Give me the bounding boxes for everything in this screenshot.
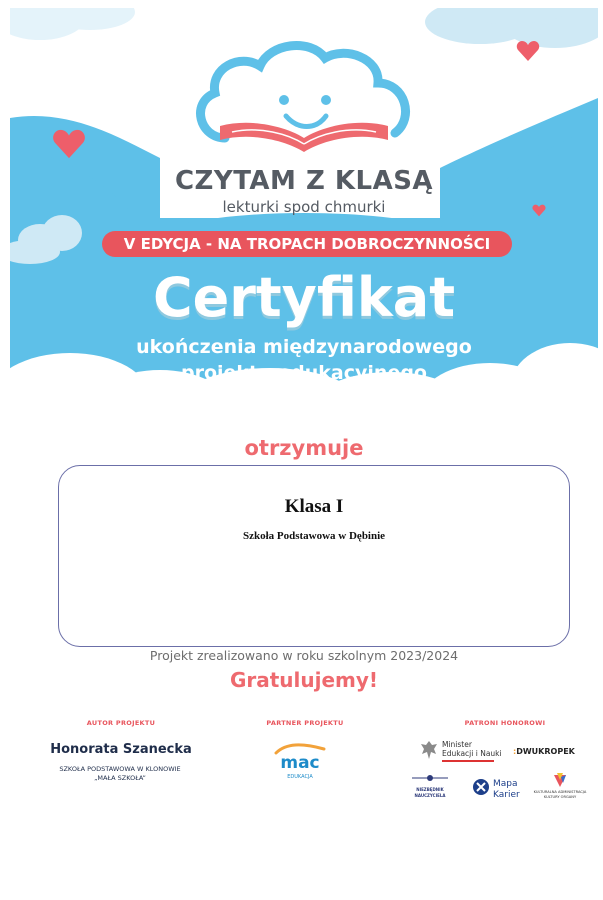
- author-heading: AUTOR PROJEKTU: [86, 719, 156, 727]
- certificate-page: [10, 8, 598, 823]
- certificate-subtitle-line1: ukończenia międzynarodowego: [136, 336, 472, 358]
- eagle-emblem-icon: [420, 739, 438, 761]
- patron-kultura-line2: KULTURY ORGANY: [543, 795, 577, 799]
- congratulations-text: Gratulujemy!: [229, 668, 379, 692]
- author-school-line1: SZKOŁA PODSTAWOWA W KLONOWIE: [59, 765, 181, 773]
- heart-icon: [516, 40, 540, 62]
- certificate-subtitle: [10, 334, 598, 386]
- patron-niezbednik: [406, 787, 454, 799]
- patron-dwukropek: [513, 747, 575, 756]
- patron-niezbednik-line2: NAUCZYCIELA: [414, 793, 446, 798]
- author-school-line2: „MAŁA SZKOŁA”: [94, 774, 146, 782]
- recipient-box: [58, 465, 570, 647]
- mapa-karier-icon: [472, 778, 490, 798]
- patron-minister-line2: Edukacji i Nauki: [442, 749, 502, 758]
- certificate-subtitle-line2: projektu edukacyjnego: [181, 362, 427, 384]
- certificate-title: Certyfikat: [152, 266, 456, 329]
- patron-niezbednik-line1: NIEZBĘDNIK: [416, 787, 444, 792]
- recipient-school: Szkoła Podstawowa w Dębinie: [242, 530, 386, 542]
- logo-subtitle: lekturki spod chmurki: [222, 198, 386, 216]
- edition-banner: V EDYCJA - NA TROPACH DOBROCZYNNOŚCI: [102, 231, 512, 257]
- patron-mapa-line2: Karier: [493, 790, 520, 800]
- partner-heading: PARTNER PROJEKTU: [266, 719, 344, 727]
- author-school: [40, 765, 200, 783]
- patron-mapa-karier: [493, 779, 520, 801]
- dwukropek-colon-icon: :: [513, 747, 517, 756]
- patron-kultura-line1: KULTURALNA ADMINISTRACJA: [533, 790, 587, 794]
- niezbednik-logo-icon: [412, 774, 448, 782]
- patron-minister-line1: Minister: [442, 740, 472, 749]
- project-year-note: Projekt zrealizowano w roku szkolnym 2023/2024: [149, 648, 459, 663]
- mac-logo-text: mac: [280, 753, 320, 773]
- mac-logo-sub: EDUKACJA: [287, 774, 313, 780]
- recipient-name: Klasa I: [284, 496, 344, 517]
- patron-minister: [442, 740, 502, 758]
- minister-divider: [442, 760, 494, 762]
- patron-kultura: [532, 790, 588, 800]
- author-name: Honorata Szanecka: [50, 742, 192, 757]
- logo-title: CZYTAM Z KLASĄ: [174, 166, 434, 196]
- heart-icon: [52, 128, 86, 160]
- kultura-logo-icon: [552, 771, 568, 789]
- receives-label: otrzymuje: [244, 436, 364, 460]
- patron-dwukropek-text: DWUKROPEK: [516, 747, 575, 756]
- patrons-heading: PATRONI HONOROWI: [464, 719, 546, 727]
- patron-mapa-line1: Mapa: [493, 779, 518, 789]
- mac-logo: [272, 743, 342, 783]
